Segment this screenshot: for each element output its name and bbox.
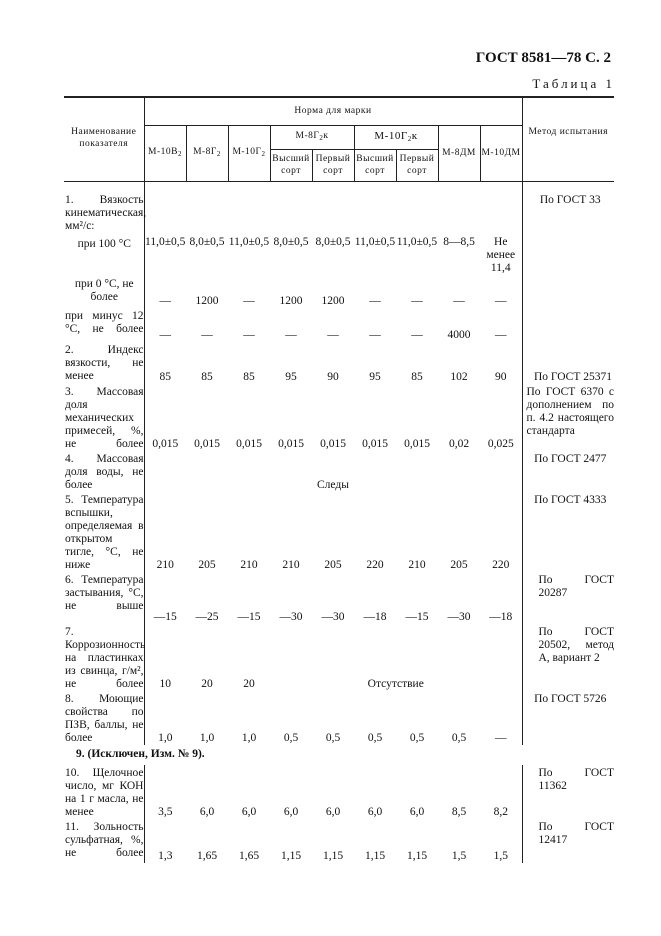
cell-value: —18 <box>489 610 513 623</box>
cell-value: 1,65 <box>196 849 218 862</box>
cell-value: 1200 <box>321 294 345 307</box>
cell-value: 6,0 <box>241 805 257 818</box>
page-header <box>0 0 661 100</box>
cell-value: 0,015 <box>152 437 179 450</box>
cell-value: — <box>453 294 465 307</box>
cell-value: Не менее 11,4 <box>486 235 516 274</box>
row-name: при минус 12 °С, не более <box>64 308 144 342</box>
row-name: 8. Моющие свойства по ПЗВ, баллы, не более <box>65 692 144 744</box>
row-name: 6. Температура застывания, °С, не выше <box>64 572 144 624</box>
table-row <box>64 691 614 745</box>
cell-value: 8,0±0,5 <box>273 235 309 248</box>
cell-value: — <box>495 328 507 341</box>
cell-value: 1200 <box>195 294 219 307</box>
cell-value: 11,0±0,5 <box>145 235 186 248</box>
row-name: 4. Массовая доля воды, не более <box>65 452 144 491</box>
cell-value: 0,025 <box>487 437 514 450</box>
cell-value: 85 <box>159 370 171 383</box>
row-name: 2. Индекс вязкости, не менее <box>65 343 144 382</box>
row-name: при 100 °С <box>64 236 144 276</box>
cell-value: 1,5 <box>493 849 508 862</box>
table-row <box>64 492 614 572</box>
cell-value: 10 <box>159 677 171 690</box>
cell-value: 20 <box>201 677 213 690</box>
cell-value: 210 <box>156 558 174 571</box>
cell-value: —15 <box>153 610 177 623</box>
col-header-m8g2: $М-8Г_2$ <box>186 125 228 181</box>
row-method: По ГОСТ 6370 с дополнением по п. 4.2 настоящего стандарта <box>522 384 614 451</box>
cell-value: 210 <box>240 558 258 571</box>
cell-value: 90 <box>327 370 339 383</box>
row-method: По ГОСТ 20287 <box>522 572 614 624</box>
cell-value: Следы <box>317 478 349 491</box>
cell-value: —15 <box>405 610 429 623</box>
row-name: 1. Вязкость кинематическая, мм²/с: <box>64 192 144 236</box>
row-method: По ГОСТ 11362 <box>522 765 614 819</box>
cell-value: 11,0±0,5 <box>396 235 438 248</box>
col-header-first-grade: Первый сорт <box>396 149 438 181</box>
col-header-m8g2k: $М-8Г_2к$ <box>270 125 354 149</box>
cell-value: — <box>411 294 423 307</box>
cell-value: 6,0 <box>325 805 341 818</box>
cell-value: 6,0 <box>367 805 383 818</box>
cell-value: — <box>369 328 381 341</box>
row-method: По ГОСТ 12417 <box>522 819 614 863</box>
cell-value: 20 <box>243 677 255 690</box>
table-row <box>64 451 614 492</box>
cell-value: —25 <box>195 610 219 623</box>
cell-value: 0,5 <box>283 731 299 744</box>
col-header-top-grade: Высший сорт <box>270 149 312 181</box>
cell-value: 0,5 <box>325 731 341 744</box>
cell-value: 0,015 <box>194 437 220 450</box>
cell-value: 0,5 <box>451 731 467 744</box>
cell-value: 8,0±0,5 <box>189 235 225 248</box>
cell-value: 0,5 <box>367 731 383 744</box>
cell-value: —18 <box>363 610 387 623</box>
col-header-m10g2: $М-10Г_2$ <box>228 125 270 181</box>
cell-value: 85 <box>243 370 255 383</box>
row-name: 7. Коррозионность на пластинках из свинца, г/м², не более <box>65 625 146 690</box>
row-name: 11. Зольность сульфатная, %, не более <box>64 819 144 863</box>
cell-value: 3,5 <box>158 805 173 818</box>
document-id: ГОСТ 8581—78 С. 2 <box>475 50 611 66</box>
cell-value: Отсутствие <box>367 677 424 690</box>
cell-value: — <box>243 328 255 341</box>
cell-value: — <box>327 328 339 341</box>
cell-value: 210 <box>282 558 300 571</box>
cell-value: 6,0 <box>409 805 425 818</box>
row-method: По ГОСТ 4333 <box>522 492 614 572</box>
cell-value: 1,0 <box>241 731 257 744</box>
cell-value: 0,5 <box>409 731 425 744</box>
table-row <box>64 745 614 765</box>
cell-value: 4000 <box>447 328 471 341</box>
col-header-top-grade: Высший сорт <box>354 149 396 181</box>
cell-value: — <box>243 294 255 307</box>
cell-value: — <box>495 294 507 307</box>
row-name: 9. (Исключен, Изм. № 9). <box>76 748 205 760</box>
cell-value: 6,0 <box>283 805 299 818</box>
cell-value: 0,02 <box>448 437 470 450</box>
row-method: По ГОСТ 20502, метод А, вариант 2 <box>522 624 614 691</box>
cell-value: 90 <box>495 370 507 383</box>
cell-value: 1,15 <box>280 849 302 862</box>
col-header-name: Наименование показателя <box>64 97 144 181</box>
col-header-m10v2: $М-10В_2$ <box>144 125 186 181</box>
table-row <box>64 624 614 691</box>
table-title: Таблица 1 <box>532 76 615 91</box>
cell-value: 11,0±0,5 <box>354 235 396 248</box>
cell-value: — <box>159 294 171 307</box>
table-row <box>64 192 614 236</box>
cell-value: 95 <box>369 370 381 383</box>
col-header-m8dm: М-8ДМ <box>438 125 480 181</box>
table-row <box>64 819 614 863</box>
row-method: По ГОСТ 33 <box>522 192 614 236</box>
cell-value: 11,0±0,5 <box>228 235 270 248</box>
row-name: 3. Массовая доля механических примесей, %, не более <box>65 385 144 450</box>
cell-value: 205 <box>324 558 342 571</box>
cell-value: 1,15 <box>322 849 344 862</box>
table-row <box>64 308 614 342</box>
col-header-m10dm: М-10ДМ <box>480 125 522 181</box>
cell-value: 1,15 <box>406 849 428 862</box>
properties-table <box>64 96 614 863</box>
cell-value: 205 <box>198 558 216 571</box>
cell-value: 0,015 <box>236 437 262 450</box>
table-row <box>64 572 614 624</box>
cell-value: —30 <box>447 610 471 623</box>
cell-value: — <box>495 731 507 744</box>
table-row <box>64 236 614 276</box>
row-method: По ГОСТ 25371 <box>522 342 614 384</box>
cell-value: 220 <box>366 558 384 571</box>
cell-value: 8,5 <box>451 805 467 818</box>
table-row <box>64 384 614 451</box>
row-name: 10. Щелочное число, мг КОН на 1 г масла, не менее <box>65 766 144 818</box>
cell-value: —30 <box>279 610 303 623</box>
cell-value: 102 <box>450 370 468 383</box>
table-row <box>64 765 614 819</box>
cell-value: —15 <box>237 610 261 623</box>
cell-value: 0,015 <box>278 437 304 450</box>
cell-value: 1,0 <box>158 731 173 744</box>
cell-value: — <box>159 328 171 341</box>
table-row <box>64 276 614 308</box>
cell-value: 1,5 <box>451 849 467 862</box>
cell-value: 95 <box>285 370 297 383</box>
cell-value: 1,3 <box>158 849 173 862</box>
cell-value: 1,65 <box>238 849 260 862</box>
cell-value: 8,0±0,5 <box>315 235 351 248</box>
cell-value: — <box>201 328 213 341</box>
cell-value: 1,0 <box>199 731 215 744</box>
cell-value: 205 <box>450 558 468 571</box>
row-method: По ГОСТ 2477 <box>522 451 614 492</box>
cell-value: — <box>285 328 297 341</box>
row-name: 5. Температура вспышки, определяемая в открытом тигле, °С, не ниже <box>65 493 144 571</box>
cell-value: 8,2 <box>493 805 508 818</box>
cell-value: 1200 <box>279 294 303 307</box>
cell-value: —30 <box>321 610 345 623</box>
col-header-m10g2k: $М-10Г_2к$ <box>354 125 438 149</box>
cell-value: 6,0 <box>199 805 215 818</box>
cell-value: 1,15 <box>364 849 386 862</box>
table-row <box>64 342 614 384</box>
col-header-first-grade: Первый сорт <box>312 149 354 181</box>
cell-value: 8—8,5 <box>443 235 475 248</box>
row-name: при 0 °С, не более <box>64 276 144 308</box>
cell-value: 85 <box>411 370 423 383</box>
cell-value: 210 <box>408 558 426 571</box>
row-method: По ГОСТ 5726 <box>522 691 614 745</box>
cell-value: 0,015 <box>362 437 388 450</box>
cell-value: 0,015 <box>404 437 430 450</box>
cell-value: — <box>411 328 423 341</box>
cell-value: — <box>369 294 381 307</box>
col-header-norm: Норма для марки <box>144 97 522 125</box>
cell-value: 220 <box>492 558 510 571</box>
cell-value: 85 <box>201 370 213 383</box>
col-header-method: Метод испытания <box>522 97 614 181</box>
cell-value: 0,015 <box>320 437 346 450</box>
